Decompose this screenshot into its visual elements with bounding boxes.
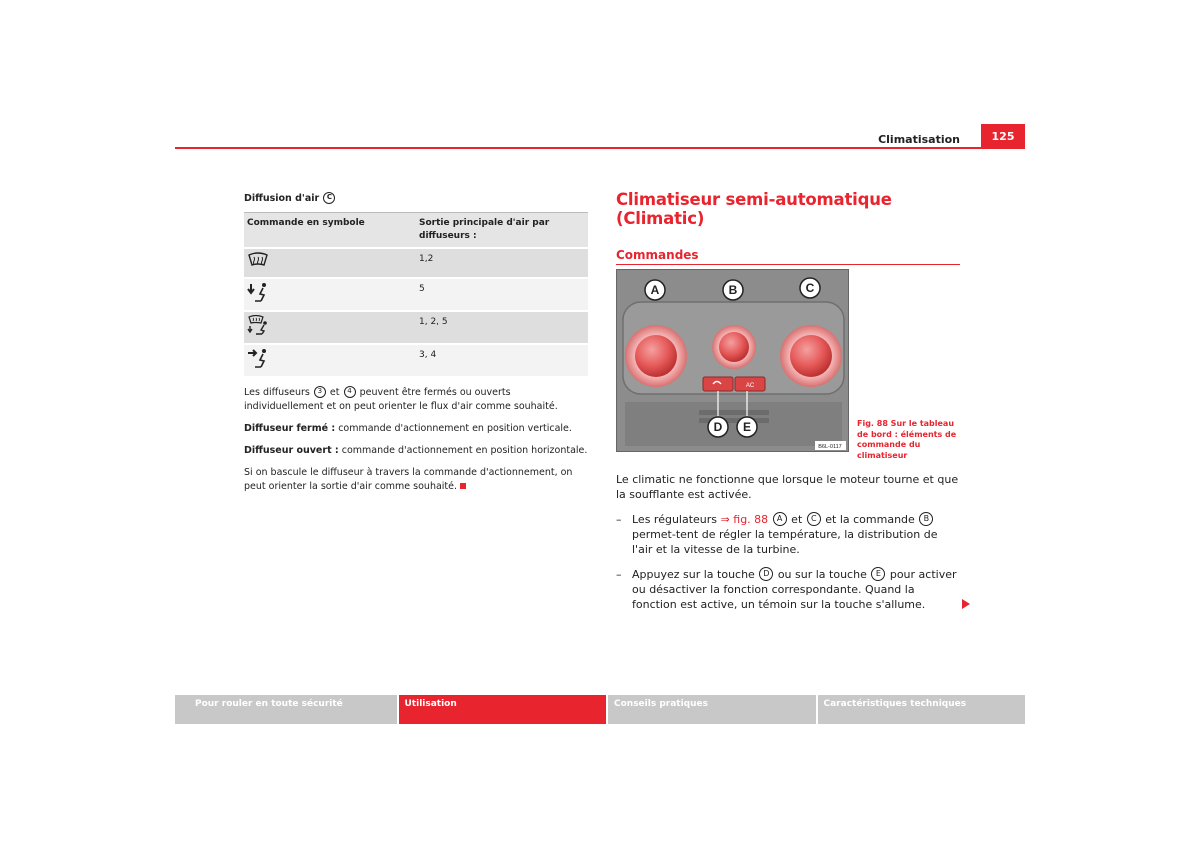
- table-header-outlet: Sortie principale d'air par diffuseurs :: [416, 213, 588, 249]
- tab-technical-specs[interactable]: Caractéristiques techniques: [818, 695, 1026, 724]
- term: Diffuseur ouvert :: [244, 445, 339, 456]
- text: Les régulateurs: [632, 513, 721, 526]
- table-row: [244, 311, 588, 344]
- footwell-air-icon: [247, 282, 269, 302]
- bullet-dash: –: [616, 513, 622, 526]
- tab-operation[interactable]: Utilisation: [399, 695, 607, 724]
- paragraph: [244, 466, 588, 494]
- list-item: [616, 567, 960, 612]
- intro-paragraph: Le climatic ne fonctionne que lorsque le moteur tourne et que la soufflante est activée.: [616, 473, 959, 501]
- text: ou sur la touche: [777, 568, 867, 581]
- windshield-defrost-icon: [247, 252, 269, 268]
- subsection-title: Commandes: [616, 248, 960, 265]
- text: et la commande: [825, 513, 915, 526]
- text: pour activer ou désactiver la fonction correspondante. Quand la fonction est active, un témoin sur la touche s'allume.: [632, 568, 957, 611]
- section-heading-text: Diffusion d'air: [244, 193, 320, 204]
- bullet-dash: –: [616, 568, 622, 581]
- text: peuvent être fermés ou ouverts individuellement et on peut orienter le flux d'air comme souhaité.: [244, 387, 558, 412]
- table-row: [244, 278, 588, 311]
- section-title: Climatiseur semi-automatique (Climatic): [616, 190, 892, 228]
- figure-link[interactable]: ⇒ fig. 88: [720, 513, 769, 526]
- ref-circle: C: [323, 192, 335, 204]
- windshield-and-footwell-icon: [247, 315, 269, 335]
- text: et: [329, 387, 340, 398]
- table-cell-outlet: 1, 2, 5: [416, 311, 588, 344]
- face-vent-air-icon: [247, 348, 269, 368]
- paragraph: [244, 386, 588, 414]
- list-item-text: [632, 512, 960, 557]
- list-item-text: [632, 567, 960, 612]
- ref-circle: A: [773, 512, 787, 526]
- callout-c: C: [805, 281, 815, 295]
- ref-circle: 4: [344, 386, 356, 398]
- list-item: [616, 512, 960, 557]
- tab-practical-tips[interactable]: Conseils pratiques: [608, 695, 816, 724]
- table-cell-symbol: [244, 248, 416, 278]
- ref-circle: E: [871, 567, 885, 581]
- text: Si on bascule le diffuseur à travers la commande d'actionnement, on peut orienter la sortie d'air comme souhaité.: [244, 467, 573, 492]
- callout-b: B: [728, 283, 738, 297]
- text: Les diffuseurs: [244, 387, 310, 398]
- air-distribution-table: [244, 212, 588, 378]
- text: commande d'actionnement en position horizontale.: [338, 445, 588, 456]
- table-cell-outlet: 1,2: [416, 248, 588, 278]
- left-column: [244, 192, 588, 494]
- ref-circle: D: [759, 567, 773, 581]
- chapter-tabs: [175, 695, 1025, 724]
- table-header-symbol: Commande en symbole: [244, 213, 416, 249]
- callout-d: D: [713, 420, 723, 434]
- ac-button-label: AC: [745, 383, 755, 389]
- figure-code: B6L-0117: [818, 444, 842, 450]
- table-cell-outlet: 5: [416, 278, 588, 311]
- section-heading: [244, 192, 588, 206]
- right-body: [616, 472, 960, 622]
- climate-control-figure: [616, 269, 849, 452]
- figure-caption: Fig. 88 Sur le tableau de bord : éléments de commande du climatiseur: [857, 419, 957, 460]
- climate-panel-illustration: [617, 270, 849, 452]
- continue-arrow-icon: [962, 599, 970, 609]
- table-cell-symbol: [244, 311, 416, 344]
- text: permet-tent de régler la température, la distribution de l'air et la vitesse de la turbine.: [632, 528, 938, 556]
- text: et: [791, 513, 803, 526]
- ref-circle: C: [807, 512, 821, 526]
- text: commande d'actionnement en position verticale.: [335, 423, 572, 434]
- right-column: [616, 190, 960, 265]
- running-header-title: Climatisation: [878, 133, 960, 146]
- term: Diffuseur fermé :: [244, 423, 336, 434]
- table-row: [244, 248, 588, 278]
- end-of-section-marker: [460, 483, 466, 489]
- paragraph: [244, 422, 588, 436]
- tab-safety[interactable]: Pour rouler en toute sécurité: [175, 695, 397, 724]
- table-cell-symbol: [244, 278, 416, 311]
- page-number: 125: [981, 124, 1025, 148]
- ref-circle: 3: [314, 386, 326, 398]
- ref-circle: B: [919, 512, 933, 526]
- text: Appuyez sur la touche: [632, 568, 755, 581]
- table-cell-outlet: 3, 4: [416, 344, 588, 377]
- header-rule: [175, 147, 1025, 149]
- table-cell-symbol: [244, 344, 416, 377]
- callout-e: E: [742, 420, 752, 434]
- table-row: [244, 344, 588, 377]
- callout-a: A: [650, 283, 660, 297]
- paragraph: [244, 444, 588, 458]
